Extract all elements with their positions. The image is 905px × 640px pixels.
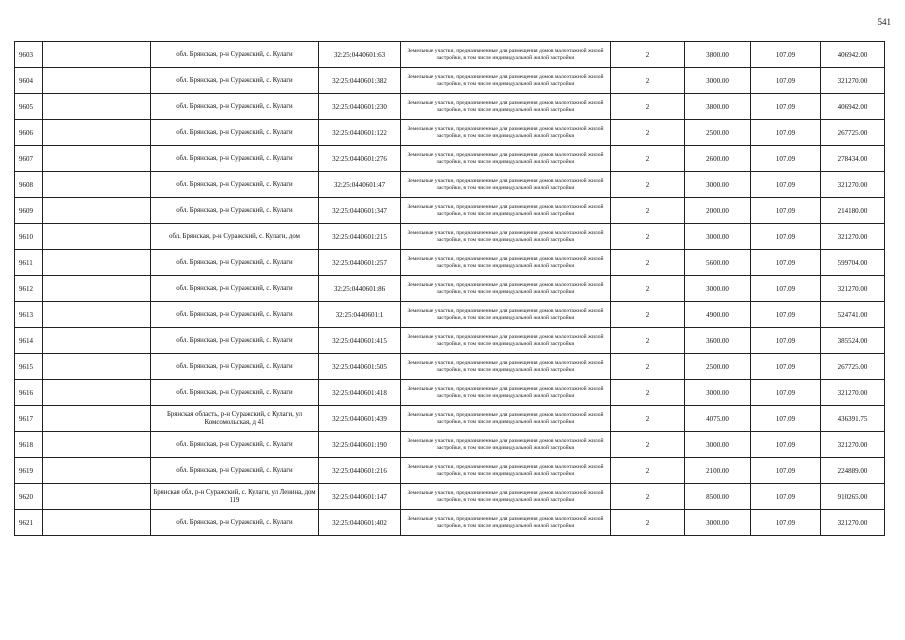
table-row [15, 484, 885, 510]
cadastral-value-cell: 321270.00 [821, 224, 885, 250]
rate-cell: 107.09 [751, 94, 821, 120]
land-use-cell: Земельные участки, предназначенные для размещения домов малоэтажной жилой застройки, в том числе индивидуальной жилой застройки [401, 94, 611, 120]
row-number: 9621 [15, 510, 43, 536]
cadastral-value-cell: 278434.00 [821, 146, 885, 172]
table-row [15, 198, 885, 224]
cadastral-value-cell: 321270.00 [821, 380, 885, 406]
land-registry-table [14, 41, 885, 536]
land-use-cell: Земельные участки, предназначенные для размещения домов малоэтажной жилой застройки, в том числе индивидуальной жилой застройки [401, 406, 611, 432]
table-row [15, 146, 885, 172]
empty-cell [43, 458, 151, 484]
area-cell: 3000.00 [685, 68, 751, 94]
land-use-cell: Земельные участки, предназначенные для размещения домов малоэтажной жилой застройки, в том числе индивидуальной жилой застройки [401, 42, 611, 68]
empty-cell [43, 146, 151, 172]
table-row [15, 94, 885, 120]
rate-cell: 107.09 [751, 380, 821, 406]
area-cell: 4900.00 [685, 302, 751, 328]
table-row [15, 432, 885, 458]
cadastral-number-cell: 32:25:0440601:47 [319, 172, 401, 198]
row-number: 9604 [15, 68, 43, 94]
rate-cell: 107.09 [751, 250, 821, 276]
empty-cell [43, 198, 151, 224]
row-number: 9612 [15, 276, 43, 302]
row-number: 9608 [15, 172, 43, 198]
land-use-cell: Земельные участки, предназначенные для размещения домов малоэтажной жилой застройки, в том числе индивидуальной жилой застройки [401, 224, 611, 250]
area-cell: 2600.00 [685, 146, 751, 172]
address-cell: Брянская обл, р-н Суражский, с. Кулаги, ул Ленина, дом 119 [151, 484, 319, 510]
table-row [15, 276, 885, 302]
address-cell: обл. Брянская, р-н Суражский, с. Кулаги [151, 250, 319, 276]
row-number: 9606 [15, 120, 43, 146]
rate-cell: 107.09 [751, 120, 821, 146]
empty-cell [43, 302, 151, 328]
rate-cell: 107.09 [751, 432, 821, 458]
table-row [15, 510, 885, 536]
cadastral-value-cell: 321270.00 [821, 68, 885, 94]
cadastral-value-cell: 321270.00 [821, 172, 885, 198]
empty-cell [43, 68, 151, 94]
category-cell: 2 [611, 432, 685, 458]
land-use-cell: Земельные участки, предназначенные для размещения домов малоэтажной жилой застройки, в том числе индивидуальной жилой застройки [401, 432, 611, 458]
land-use-cell: Земельные участки, предназначенные для размещения домов малоэтажной жилой застройки, в том числе индивидуальной жилой застройки [401, 302, 611, 328]
area-cell: 3800.00 [685, 42, 751, 68]
rate-cell: 107.09 [751, 224, 821, 250]
row-number: 9611 [15, 250, 43, 276]
cadastral-value-cell: 321270.00 [821, 276, 885, 302]
empty-cell [43, 354, 151, 380]
cadastral-number-cell: 32:25:0440601:257 [319, 250, 401, 276]
row-number: 9620 [15, 484, 43, 510]
land-use-cell: Земельные участки, предназначенные для размещения домов малоэтажной жилой застройки, в том числе индивидуальной жилой застройки [401, 68, 611, 94]
table-row [15, 458, 885, 484]
cadastral-number-cell: 32:25:0440601:418 [319, 380, 401, 406]
category-cell: 2 [611, 94, 685, 120]
cadastral-value-cell: 214180.00 [821, 198, 885, 224]
land-use-cell: Земельные участки, предназначенные для размещения домов малоэтажной жилой застройки, в том числе индивидуальной жилой застройки [401, 354, 611, 380]
rate-cell: 107.09 [751, 510, 821, 536]
address-cell: обл. Брянская, р-н Суражский, с. Кулаги [151, 172, 319, 198]
category-cell: 2 [611, 250, 685, 276]
rate-cell: 107.09 [751, 68, 821, 94]
empty-cell [43, 42, 151, 68]
row-number: 9614 [15, 328, 43, 354]
row-number: 9605 [15, 94, 43, 120]
table-row [15, 120, 885, 146]
page-number: 541 [877, 17, 891, 27]
address-cell: обл. Брянская, р-н Суражский, с. Кулаги [151, 94, 319, 120]
cadastral-number-cell: 32:25:0440601:215 [319, 224, 401, 250]
row-number: 9615 [15, 354, 43, 380]
empty-cell [43, 406, 151, 432]
address-cell: обл. Брянская, р-н Суражский, с. Кулаги [151, 458, 319, 484]
category-cell: 2 [611, 120, 685, 146]
category-cell: 2 [611, 380, 685, 406]
land-use-cell: Земельные участки, предназначенные для размещения домов малоэтажной жилой застройки, в том числе индивидуальной жилой застройки [401, 198, 611, 224]
address-cell: Брянская область, р-н Суражский, с Кулаги, ул Комсомольская, д 41 [151, 406, 319, 432]
category-cell: 2 [611, 224, 685, 250]
empty-cell [43, 380, 151, 406]
address-cell: обл. Брянская, р-н Суражский, с. Кулаги [151, 510, 319, 536]
category-cell: 2 [611, 198, 685, 224]
empty-cell [43, 94, 151, 120]
area-cell: 3000.00 [685, 172, 751, 198]
cadastral-number-cell: 32:25:0440601:276 [319, 146, 401, 172]
cadastral-number-cell: 32:25:0440601:382 [319, 68, 401, 94]
cadastral-number-cell: 32:25:0440601:190 [319, 432, 401, 458]
cadastral-number-cell: 32:25:0440601:402 [319, 510, 401, 536]
row-number: 9603 [15, 42, 43, 68]
address-cell: обл. Брянская, р-н Суражский, с. Кулаги [151, 146, 319, 172]
empty-cell [43, 276, 151, 302]
table-row [15, 224, 885, 250]
area-cell: 3000.00 [685, 224, 751, 250]
address-cell: обл. Брянская, р-н Суражский, с. Кулаги [151, 276, 319, 302]
area-cell: 2000.00 [685, 198, 751, 224]
rate-cell: 107.09 [751, 276, 821, 302]
cadastral-number-cell: 32:25:0440601:1 [319, 302, 401, 328]
category-cell: 2 [611, 146, 685, 172]
land-use-cell: Земельные участки, предназначенные для размещения домов малоэтажной жилой застройки, в том числе индивидуальной жилой застройки [401, 458, 611, 484]
area-cell: 3000.00 [685, 276, 751, 302]
cadastral-value-cell: 524741.00 [821, 302, 885, 328]
land-use-cell: Земельные участки, предназначенные для размещения домов малоэтажной жилой застройки, в том числе индивидуальной жилой застройки [401, 510, 611, 536]
table-row [15, 302, 885, 328]
address-cell: обл. Брянская, р-н Суражский, с. Кулаги [151, 68, 319, 94]
cadastral-number-cell: 32:25:0440601:505 [319, 354, 401, 380]
row-number: 9609 [15, 198, 43, 224]
land-use-cell: Земельные участки, предназначенные для размещения домов малоэтажной жилой застройки, в том числе индивидуальной жилой застройки [401, 276, 611, 302]
table-body [15, 42, 885, 536]
rate-cell: 107.09 [751, 328, 821, 354]
cadastral-number-cell: 32:25:0440601:347 [319, 198, 401, 224]
rate-cell: 107.09 [751, 302, 821, 328]
empty-cell [43, 328, 151, 354]
address-cell: обл. Брянская, р-н Суражский, с. Кулаги [151, 120, 319, 146]
cadastral-value-cell: 910265.00 [821, 484, 885, 510]
area-cell: 2500.00 [685, 120, 751, 146]
cadastral-number-cell: 32:25:0440601:439 [319, 406, 401, 432]
address-cell: обл. Брянская, р-н Суражский, с. Кулаги [151, 42, 319, 68]
category-cell: 2 [611, 276, 685, 302]
area-cell: 5600.00 [685, 250, 751, 276]
row-number: 9619 [15, 458, 43, 484]
area-cell: 3000.00 [685, 380, 751, 406]
empty-cell [43, 224, 151, 250]
table-row [15, 406, 885, 432]
cadastral-number-cell: 32:25:0440601:122 [319, 120, 401, 146]
address-cell: обл. Брянская, р-н Суражский, с. Кулаги [151, 354, 319, 380]
address-cell: обл. Брянская, р-н Суражский, с. Кулаги [151, 432, 319, 458]
category-cell: 2 [611, 42, 685, 68]
cadastral-value-cell: 224889.00 [821, 458, 885, 484]
cadastral-value-cell: 267725.00 [821, 354, 885, 380]
cadastral-value-cell: 267725.00 [821, 120, 885, 146]
row-number: 9618 [15, 432, 43, 458]
cadastral-value-cell: 406942.00 [821, 94, 885, 120]
address-cell: обл. Брянская, р-н Суражский, с. Кулаги, дом [151, 224, 319, 250]
category-cell: 2 [611, 302, 685, 328]
cadastral-number-cell: 32:25:0440601:415 [319, 328, 401, 354]
category-cell: 2 [611, 172, 685, 198]
table-row [15, 68, 885, 94]
land-use-cell: Земельные участки, предназначенные для размещения домов малоэтажной жилой застройки, в том числе индивидуальной жилой застройки [401, 120, 611, 146]
row-number: 9616 [15, 380, 43, 406]
rate-cell: 107.09 [751, 458, 821, 484]
cadastral-number-cell: 32:25:0440601:230 [319, 94, 401, 120]
empty-cell [43, 432, 151, 458]
area-cell: 8500.00 [685, 484, 751, 510]
empty-cell [43, 250, 151, 276]
category-cell: 2 [611, 406, 685, 432]
address-cell: обл. Брянская, р-н Суражский, с. Кулаги [151, 198, 319, 224]
empty-cell [43, 172, 151, 198]
cadastral-number-cell: 32:25:0440601:147 [319, 484, 401, 510]
address-cell: обл. Брянская, р-н Суражский, с. Кулаги [151, 328, 319, 354]
address-cell: обл. Брянская, р-н Суражский, с. Кулаги [151, 380, 319, 406]
cadastral-number-cell: 32:25:0440601:86 [319, 276, 401, 302]
cadastral-value-cell: 321270.00 [821, 510, 885, 536]
row-number: 9613 [15, 302, 43, 328]
rate-cell: 107.09 [751, 406, 821, 432]
rate-cell: 107.09 [751, 354, 821, 380]
category-cell: 2 [611, 328, 685, 354]
land-use-cell: Земельные участки, предназначенные для размещения домов малоэтажной жилой застройки, в том числе индивидуальной жилой застройки [401, 328, 611, 354]
cadastral-value-cell: 436391.75 [821, 406, 885, 432]
rate-cell: 107.09 [751, 484, 821, 510]
row-number: 9607 [15, 146, 43, 172]
area-cell: 3600.00 [685, 328, 751, 354]
area-cell: 3000.00 [685, 510, 751, 536]
category-cell: 2 [611, 458, 685, 484]
cadastral-value-cell: 385524.00 [821, 328, 885, 354]
rate-cell: 107.09 [751, 198, 821, 224]
table-row [15, 380, 885, 406]
row-number: 9617 [15, 406, 43, 432]
land-use-cell: Земельные участки, предназначенные для размещения домов малоэтажной жилой застройки, в том числе индивидуальной жилой застройки [401, 172, 611, 198]
cadastral-number-cell: 32:25:0440601:63 [319, 42, 401, 68]
table-row [15, 42, 885, 68]
category-cell: 2 [611, 510, 685, 536]
area-cell: 3800.00 [685, 94, 751, 120]
area-cell: 2100.00 [685, 458, 751, 484]
category-cell: 2 [611, 484, 685, 510]
empty-cell [43, 484, 151, 510]
land-use-cell: Земельные участки, предназначенные для размещения домов малоэтажной жилой застройки, в том числе индивидуальной жилой застройки [401, 380, 611, 406]
rate-cell: 107.09 [751, 42, 821, 68]
cadastral-value-cell: 321270.00 [821, 432, 885, 458]
table-row [15, 250, 885, 276]
table-row [15, 354, 885, 380]
category-cell: 2 [611, 354, 685, 380]
land-use-cell: Земельные участки, предназначенные для размещения домов малоэтажной жилой застройки, в том числе индивидуальной жилой застройки [401, 250, 611, 276]
rate-cell: 107.09 [751, 146, 821, 172]
empty-cell [43, 120, 151, 146]
table-row [15, 172, 885, 198]
land-use-cell: Земельные участки, предназначенные для размещения домов малоэтажной жилой застройки, в том числе индивидуальной жилой застройки [401, 146, 611, 172]
area-cell: 4075.00 [685, 406, 751, 432]
cadastral-value-cell: 599704.00 [821, 250, 885, 276]
cadastral-number-cell: 32:25:0440601:216 [319, 458, 401, 484]
land-use-cell: Земельные участки, предназначенные для размещения домов малоэтажной жилой застройки, в том числе индивидуальной жилой застройки [401, 484, 611, 510]
rate-cell: 107.09 [751, 172, 821, 198]
empty-cell [43, 510, 151, 536]
area-cell: 3000.00 [685, 432, 751, 458]
table-row [15, 328, 885, 354]
cadastral-value-cell: 406942.00 [821, 42, 885, 68]
area-cell: 2500.00 [685, 354, 751, 380]
category-cell: 2 [611, 68, 685, 94]
row-number: 9610 [15, 224, 43, 250]
address-cell: обл. Брянская, р-н Суражский, с. Кулаги [151, 302, 319, 328]
